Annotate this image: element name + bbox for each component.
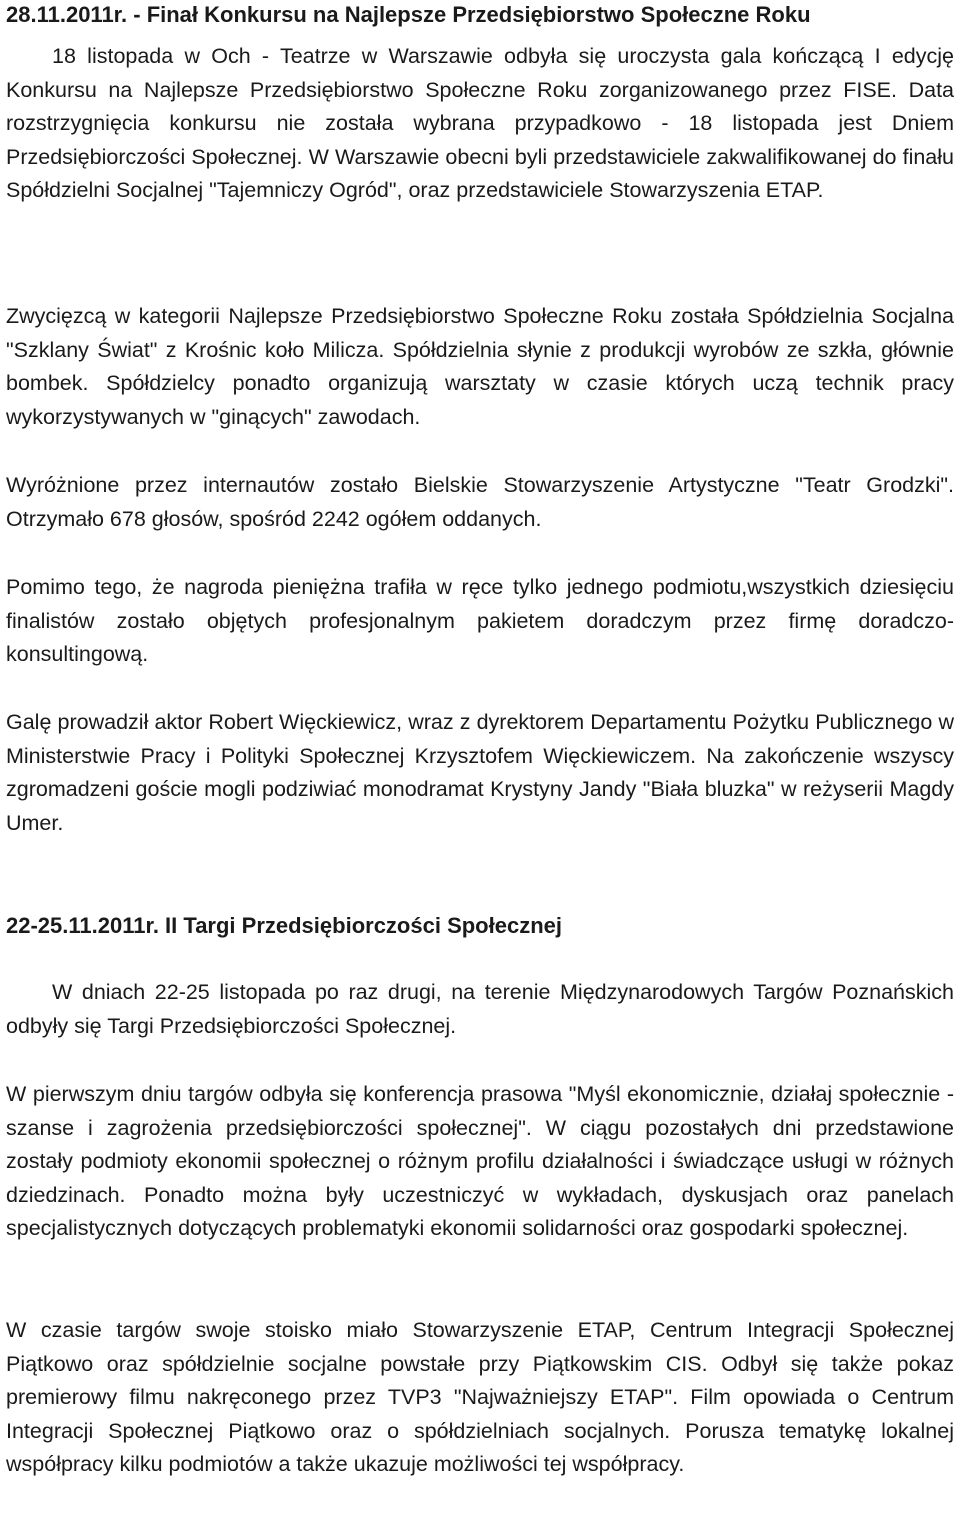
section-1-paragraph-4: Pomimo tego, że nagroda pieniężna trafiła w ręce tylko jednego podmiotu,wszystkich dziesięciu finalistów zostało objętych profesjonalnym pakietem doradczym przez firmę doradczo-konsultingową. [6,575,954,667]
section-1-date: 28.11.2011r. [6,2,128,27]
section-1-title: - Finał Konkursu na Najlepsze Przedsiębiorstwo Społeczne Roku [127,2,811,27]
section-2-date: 22-25.11.2011r. [6,913,159,938]
section-1-paragraph-2: Zwycięzcą w kategorii Najlepsze Przedsiębiorstwo Społeczne Roku została Spółdzielnia Socjalna "Szklany Świat" z Krośnic koło Milicza. Spółdzielnia słynie z produkcji wyrobów ze szkła, głównie bombek. Spółdzielcy ponadto organizują warsztaty w czasie których uczą technik pracy wykorzystywanych w "ginących" zawodach. [6,304,954,429]
section-2-title: II Targi Przedsiębiorczości Społecznej [158,913,562,938]
section-2-heading [6,911,954,941]
section-1-paragraph-1: 18 listopada w Och - Teatrze w Warszawie odbyła się uroczysta gala kończącą I edycję Konkursu na Najlepsze Przedsiębiorstwo Społeczne Roku zorganizowanego przez FISE. Data rozstrzygnięcia konkursu nie została wybrana przypadkowo - 18 listopada jest Dniem Przedsiębiorczości Społecznej. W Warszawie obecni byli przedstawiciele zakwalifikowanej do finału Spółdzielni Socjalnej "Tajemniczy Ogród", oraz przedstawiciele Stowarzyszenia ETAP. [6,44,954,203]
section-1-paragraph-5: Galę prowadził aktor Robert Więckiewicz, wraz z dyrektorem Departamentu Pożytku Publicznego w Ministerstwie Pracy i Polityki Społecznej Krzysztofem Więckiewiczem. Na zakończenie wszyscy zgromadzeni goście mogli podziwiać monodramat Krystyny Jandy "Biała bluzka" w reżyserii Magdy Umer. [6,710,954,835]
section-2-paragraph-3: W czasie targów swoje stoisko miało Stowarzyszenie ETAP, Centrum Integracji Społecznej Piątkowo oraz spółdzielnie socjalne powstałe przy Piątkowskim CIS. Odbył się także pokaz premierowy filmu nakręconego przez TVP3 "Najważniejszy ETAP". Film opowiada o Centrum Integracji Społecznej Piątkowo oraz o spółdzielniach socjalnych. Porusza tematykę lokalnej współpracy kilku podmiotów a także ukazuje możliwości tej współpracy. [6,1318,954,1477]
section-2-paragraph-2: W pierwszym dniu targów odbyła się konferencja prasowa "Myśl ekonomicznie, działaj społecznie - szanse i zagrożenia przedsiębiorczości społecznej". W ciągu pozostałych dni przedstawione zostały podmioty ekonomii społecznej o różnym profilu działalności i świadczące usługi w różnych dziedzinach. Ponadto można były uczestniczyć w wykładach, dyskusjach oraz panelach specjalistycznych dotyczących problematyki ekonomii solidarności oraz gospodarki społecznej. [6,1082,954,1241]
section-1-heading [6,0,954,30]
section-2-paragraph-1: W dniach 22-25 listopada po raz drugi, na terenie Międzynarodowych Targów Poznańskich odbyły się Targi Przedsiębiorczości Społecznej. [6,980,954,1038]
section-1-paragraph-3: Wyróżnione przez internautów zostało Bielskie Stowarzyszenie Artystyczne "Teatr Grodzki". Otrzymało 678 głosów, spośród 2242 ogółem oddanych. [6,473,954,531]
